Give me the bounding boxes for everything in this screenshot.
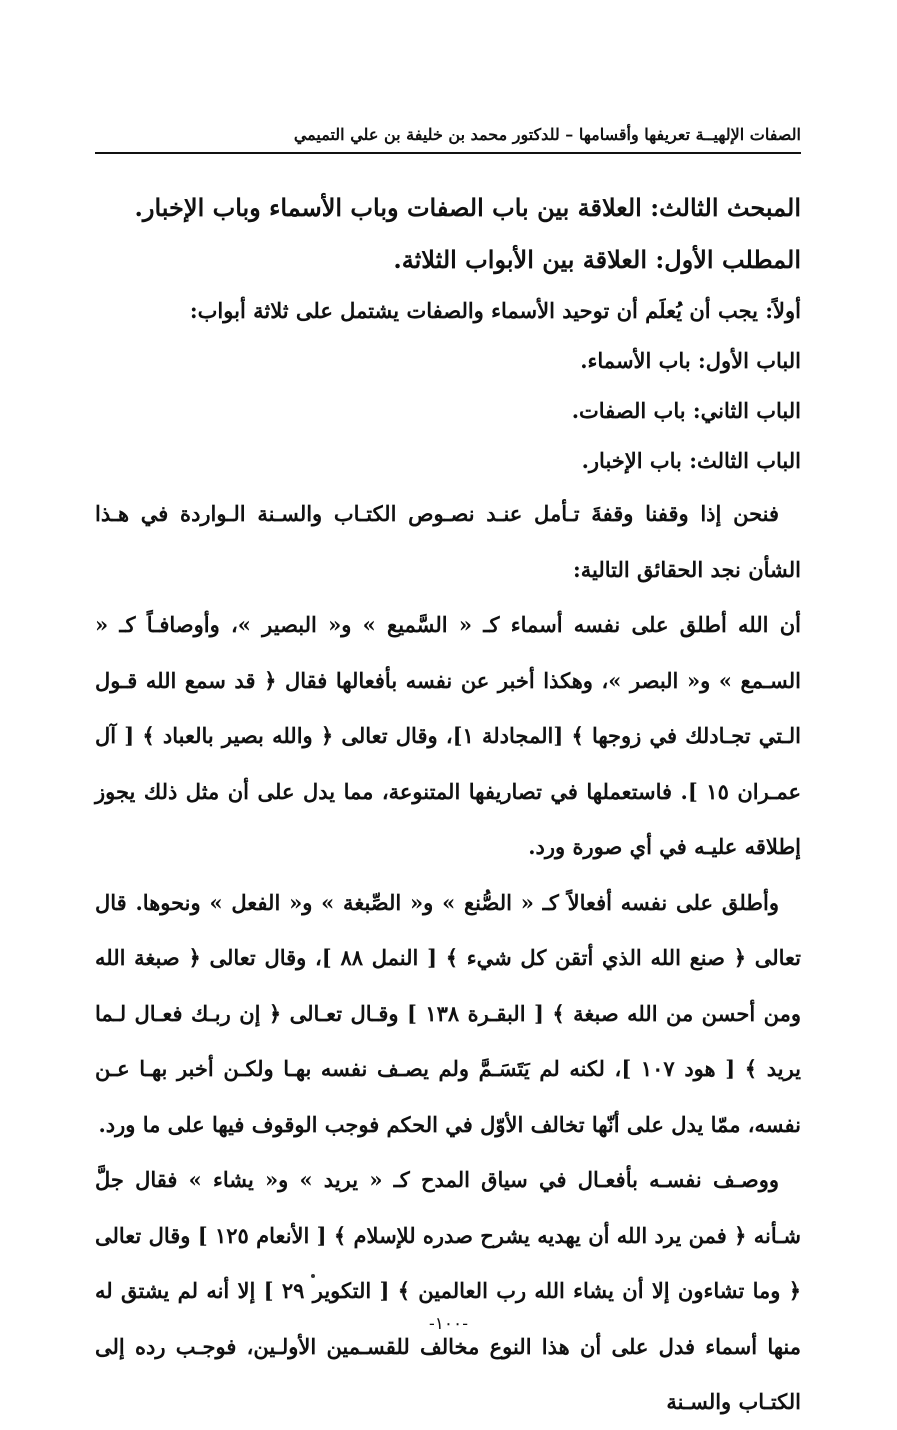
paragraph: فنحن إذا وقفنا وقفةَ تـأمل عنـد نصـوص الكتـاب والسـنة الـواردة في هـذا الشأن نجد الحقائق التالية: bbox=[95, 501, 801, 582]
section-heading-matlab: المطلب الأول: العلاقة بين الأبواب الثلاثة. bbox=[393, 245, 801, 274]
door-item-2: الباب الثاني: باب الصفات. bbox=[571, 398, 801, 423]
section-heading-mabhath: المبحث الثالث: العلاقة بين باب الصفات وباب الأسماء وباب الإخبار. bbox=[134, 193, 801, 222]
intro-line: أولاً: يجب أن يُعلَم أن توحيد الأسماء والصفات يشتمل على ثلاثة أبواب: bbox=[189, 298, 801, 323]
page-body bbox=[95, 182, 801, 1430]
door-item-1: الباب الأول: باب الأسماء. bbox=[580, 348, 801, 373]
page-number: -١٠٠- bbox=[429, 1314, 468, 1334]
door-item-3: الباب الثالث: باب الإخبار. bbox=[581, 448, 801, 473]
paragraph: أن الله أطلق على نفسه أسماء كـ « السَّميع » و« البصير »، وأوصافـاً كـ « السـمع » و« البصر »، وهكذا أخبر عن نفسه بأفعالها فقال ﴿ قد سمع الله قـول الـتي تجـادلك في زوجها ﴾ [المجادلة ١]، وقال تعالى ﴿ والله بصير بالعباد ﴾ [ آل عمـران ١٥ ]. فاستعملها في تصاريفها المتنوعة، مما يدل على أن مثل ذلك يجوز إطلاقه عليـه في أي صورة ورد. bbox=[95, 612, 802, 859]
running-header: الصفات الإلهيــة تعريفها وأقسامها – للدكتور محمد بن خليفة بن علي التميمي bbox=[95, 118, 801, 154]
paragraph: وأطلق على نفسه أفعالاً كـ « الصُّنع » و« الصِّبغة » و« الفعل » ونحوها. قال تعالى ﴿ صنع الله الذي أتقن كل شيء ﴾ [ النمل ٨٨ ]، وقال تعالى ﴿ صبغة الله ومن أحسن من الله صبغة ﴾ [ البقـرة ١٣٨ ] وقـال تعـالى ﴿ إن ربـك فعـال لـما يريد ﴾ [ هود ١٠٧ ]، لكنه لم يَتَسَـمَّ ولم يصـف نفسه بهـا ولكـن أخبر بهـا عـن نفسه، ممّا يدل على أنّها تخالف الأوّل في الحكم فوجب الوقوف فيها على ما ورد. bbox=[95, 889, 801, 1137]
paragraph: ووصـف نفسـه بأفعـال في سياق المدح كـ « يريد » و« يشاء » فقال جلَّ شـأنه ﴿ فمن يرد الله أن يهديه يشرح صدره للإسلام ﴾ [ الأنعام ١٢٥ ] وقال تعالى ﴿ وما تشاءون إلا أن يشاء الله رب العالمين ﴾ [ التكوير ٢٩ ] إلا أنه لم يشتق له منها أسماء فدل على أن هذا النوع مخالف للقسـمين الأولـين، فوجـب رده إلى الكتـاب والسـنة bbox=[95, 1167, 802, 1414]
stray-mark bbox=[311, 1274, 315, 1278]
